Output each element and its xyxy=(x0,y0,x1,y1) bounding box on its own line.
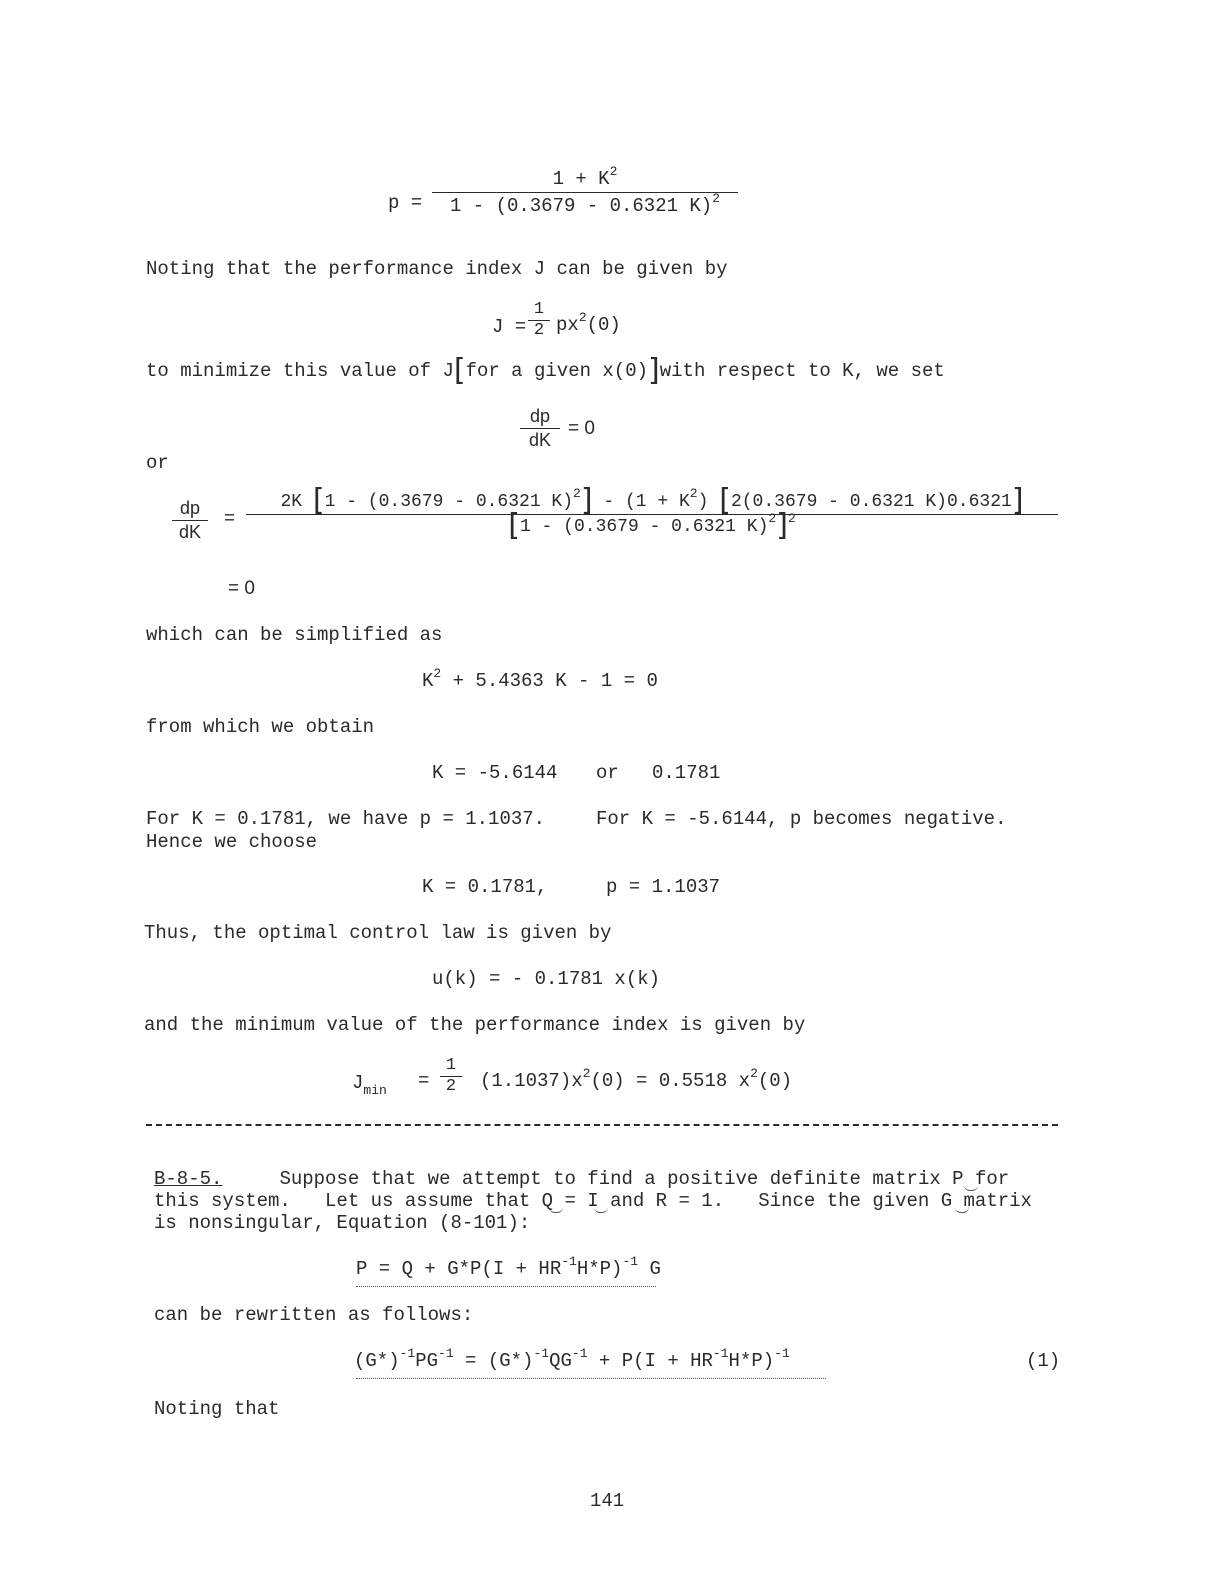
eq-J-half: $\frac{1}{2}$ xyxy=(528,300,550,340)
eq-jmin-half: $\frac{1}{2}$ xyxy=(440,1056,462,1096)
eq-p-lhs: p = xyxy=(388,192,423,214)
eq-derivative-equals: = xyxy=(224,508,236,529)
problem-line-3: is nonsingular, Equation (8-101): xyxy=(154,1212,531,1234)
eq-J-rhs: $px^2(0)$ xyxy=(556,310,621,336)
eq-dpdk-fraction: $\frac{dp}{dK}$ xyxy=(520,406,560,451)
line-thus: Thus, the optimal control law is given by xyxy=(144,922,612,944)
problem-line-1: B-8-5. Suppose that we attempt to find a positive definite matrix P for xyxy=(154,1168,1010,1190)
eq-p-denominator: 1 - (0.3679 - 0.6321 K)$^2$ xyxy=(432,192,738,217)
eq-derivative-fraction xyxy=(246,483,1058,543)
eq-derivative-numerator: 2K [1 - (0.3679 - 0.6321 $K)^2] - (1 + K^2)$ [2(0.3679 - 0.6321 K)0.6321] xyxy=(280,483,1024,518)
eq-roots-or: or xyxy=(596,762,619,784)
eq-derivative-lhs: $\frac{dp}{dK}$ xyxy=(172,498,208,543)
eq-one: $(G*)^{-1}PG^{-1} = (G*)^{-1}QG^{-1} + P(I + HR^{-1}H*P)^{-1}$ xyxy=(354,1346,790,1372)
eq-one-number: (1) xyxy=(1026,1350,1061,1372)
line-rewritten: can be rewritten as follows: xyxy=(154,1304,474,1326)
problem-label: B-8-5. xyxy=(154,1168,223,1190)
line-noting: Noting that the performance index J can be given by xyxy=(146,258,728,280)
eq-choice-k: K = 0.1781, xyxy=(422,876,548,898)
eq-jmin-equals: = xyxy=(418,1070,430,1092)
eq-jmin-lhs: $J_{min}$ xyxy=(352,1072,387,1098)
eq-root-1: K = -5.6144 xyxy=(432,762,558,784)
eq-choice-p: p = 1.1037 xyxy=(606,876,721,898)
line-noting-that: Noting that xyxy=(154,1398,280,1420)
line-for-k2: For K = -5.6144, p becomes negative. xyxy=(596,808,1007,830)
eq-p-numerator: $1 + K^2$ xyxy=(552,164,618,190)
eq-one-underline-marks xyxy=(356,1372,826,1379)
eq-quadratic: $K^2 + 5.4363$ K - 1 = 0 xyxy=(422,666,658,692)
eq-derivative-zero: = 0 xyxy=(228,578,255,599)
word-or: or xyxy=(146,452,169,474)
eq-p-fraction xyxy=(432,164,738,217)
eq-root-2: 0.1781 xyxy=(652,762,721,784)
line-simplified: which can be simplified as xyxy=(146,624,443,646)
line-min-value: and the minimum value of the performance index is given by xyxy=(144,1014,806,1036)
line-hence: Hence we choose xyxy=(146,831,318,853)
section-divider xyxy=(146,1124,1058,1126)
riccati-underline-marks xyxy=(356,1280,656,1287)
problem-line-2: this system. Let us assume that Q = I and R = 1. Since the given G matrix xyxy=(154,1190,1032,1212)
eq-control-law: u(k) = - 0.1781 x(k) xyxy=(432,968,661,990)
line-obtain: from which we obtain xyxy=(146,716,375,738)
eq-dpdk-rhs: = 0 xyxy=(568,418,595,439)
eq-jmin-rhs: $(1.1037)x^2(0) = 0.5518$ $x^2(0)$ xyxy=(480,1066,793,1092)
eq-derivative-denominator: [1 - (0.3679 - 0.6321 K)$^2$]$^2$ xyxy=(246,514,1058,537)
page-number: 141 xyxy=(590,1490,625,1512)
eq-riccati: $P = Q + G*P(I + HR^{-1}H*P)^{-1}$ G xyxy=(356,1254,661,1280)
line-minimize: to minimize this value of J[for a given x(0)]with respect to K, we set xyxy=(146,353,945,388)
eq-J-lhs: J = xyxy=(492,316,527,338)
line-for-k1: For K = 0.1781, we have p = 1.1037. xyxy=(146,808,546,830)
